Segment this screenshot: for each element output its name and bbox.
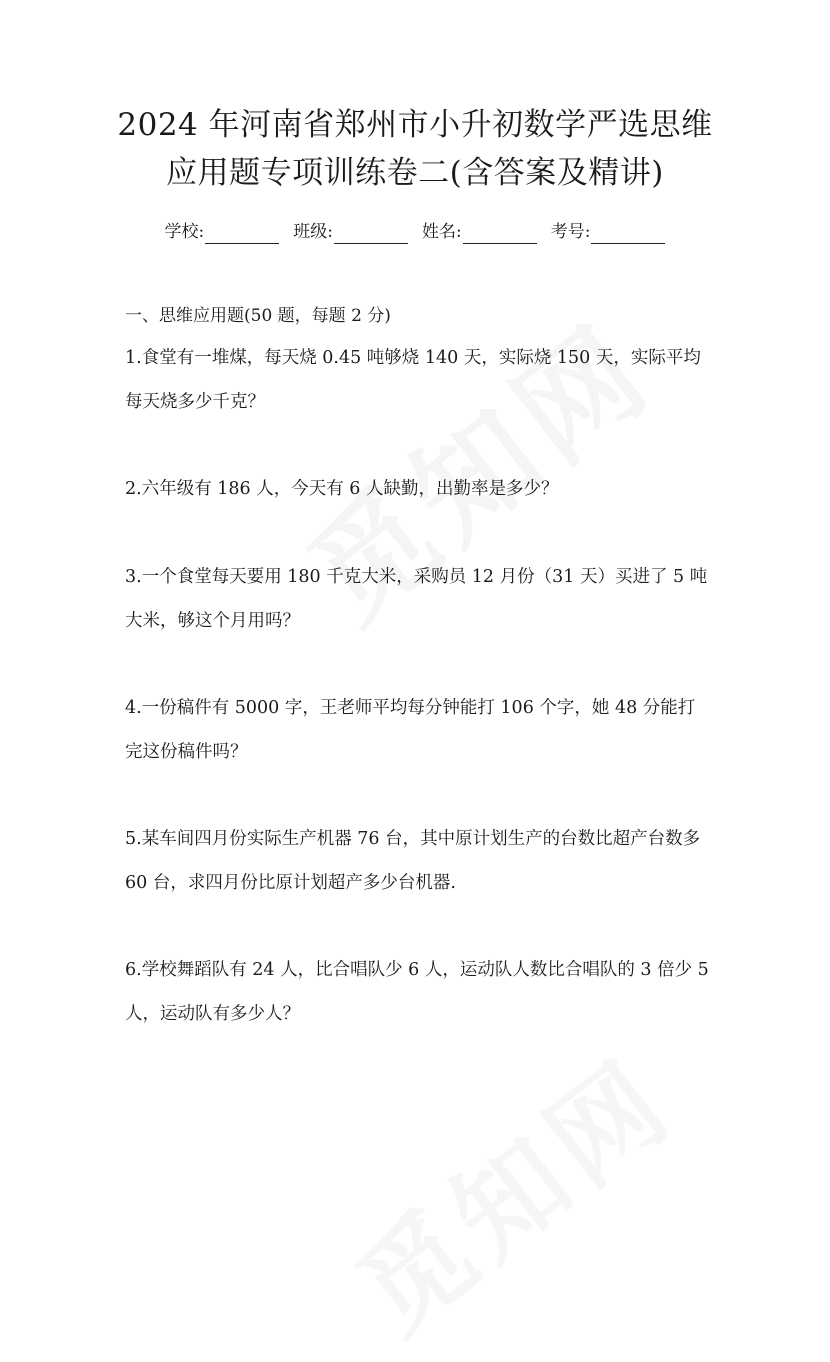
exam-number-label: 考号: — [550, 222, 591, 242]
question-1: 1.食堂有一堆煤，每天烧 0.45 吨够烧 140 天，实际烧 150 天，实际平均每天烧多少千克？ — [125, 348, 701, 412]
page-title-line-2: 应用题专项训练卷二(含答案及精讲) — [166, 155, 664, 191]
watermark-bottom — [320, 1016, 701, 1362]
school-label: 学校: — [164, 222, 205, 242]
question-5: 5.某车间四月份实际生产机器 76 台，其中原计划生产的台数比超产台数多 60 台，求四月份比原计划超产多少台机器. — [125, 829, 701, 893]
name-field — [422, 220, 537, 244]
school-blank-line — [205, 227, 279, 244]
student-info-row — [0, 220, 830, 244]
school-field — [165, 220, 280, 244]
class-blank-line — [334, 227, 408, 244]
page-title-line-1: 2024 年河南省郑州市小升初数学严选思维 — [117, 107, 713, 143]
exam-number-field — [551, 220, 666, 244]
question-3: 3.一个食堂每天要用 180 千克大米，采购员 12 月份（31 天）买进了 5 吨大米，够这个月用吗？ — [125, 567, 708, 631]
class-field — [293, 220, 408, 244]
name-label: 姓名: — [422, 222, 462, 242]
name-blank-line — [463, 227, 537, 244]
exam-number-blank-line — [591, 227, 665, 244]
question-4: 4.一份稿件有 5000 字，王老师平均每分钟能打 106 个字，她 48 分能打完这份稿件吗？ — [125, 698, 696, 762]
question-2: 2.六年级有 186 人，今天有 6 人缺勤，出勤率是多少？ — [125, 479, 559, 499]
section-heading: 一、思维应用题(50 题，每题 2 分) — [125, 306, 391, 326]
class-label: 班级: — [293, 222, 333, 242]
question-6: 6.学校舞蹈队有 24 人，比合唱队少 6 人，运动队人数比合唱队的 3 倍少 5 人，运动队有多少人？ — [125, 960, 709, 1024]
